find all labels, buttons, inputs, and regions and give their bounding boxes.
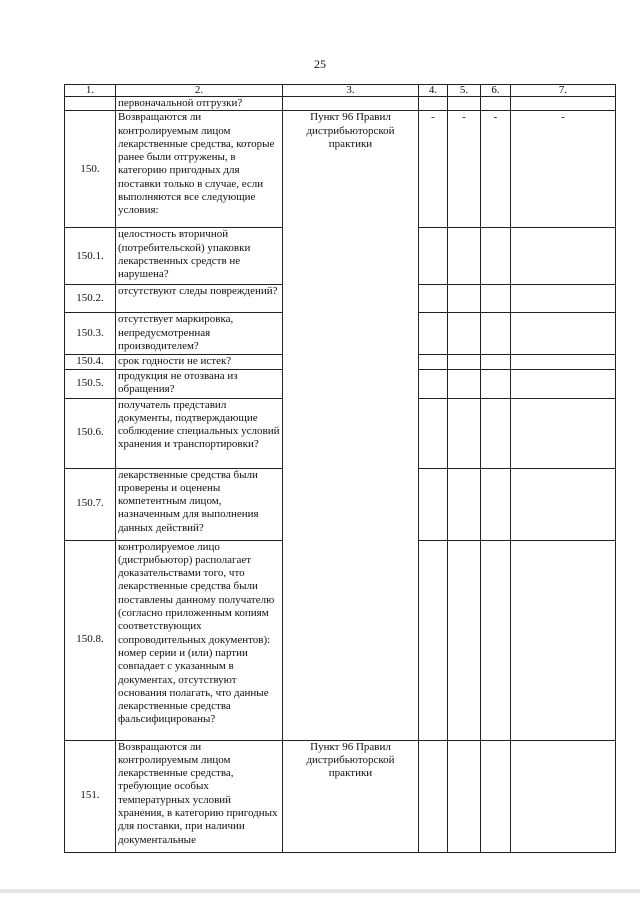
row-col4	[419, 355, 448, 369]
header-cell: 7.	[511, 85, 616, 97]
row-question: Возвращаются ли контролируемым лицом лекарственные средства, которые ранее были отгружены, в категорию пригодных для поставки только в случае, если выполняются все следующие условия:	[116, 111, 283, 228]
row-col4: -	[419, 111, 448, 228]
row-col7	[511, 540, 616, 740]
row-col7	[511, 398, 616, 468]
table-row	[65, 740, 616, 852]
row-question: первоначальной отгрузки?	[116, 97, 283, 111]
row-col6: -	[481, 111, 511, 228]
row-question: отсутствуют следы повреждений?	[116, 285, 283, 313]
row-question: получатель представил документы, подтверждающие соблюдение специальных условий хранения и транспортировки?	[116, 398, 283, 468]
row-question: целостность вторичной (потребительской) упаковки лекарственных средств не нарушена?	[116, 228, 283, 285]
row-reference	[283, 97, 419, 111]
row-number: 150.5.	[65, 369, 116, 398]
row-col7: -	[511, 111, 616, 228]
row-reference: Пункт 96 Правил дистрибьюторской практики	[283, 740, 419, 852]
row-number: 150.4.	[65, 355, 116, 369]
row-number: 150.8.	[65, 540, 116, 740]
row-col5	[448, 369, 481, 398]
row-number: 150.3.	[65, 313, 116, 355]
row-col7	[511, 313, 616, 355]
row-question: отсутствует маркировка, непредусмотренная производителем?	[116, 313, 283, 355]
row-col4	[419, 468, 448, 540]
header-row	[65, 85, 616, 97]
row-reference: Пункт 96 Правил дистрибьюторской практики	[283, 111, 419, 740]
row-col5	[448, 540, 481, 740]
header-cell: 5.	[448, 85, 481, 97]
table-row	[65, 97, 616, 111]
row-question: лекарственные средства были проверены и оценены компетентным лицом, назначенным для выполнения данных действий?	[116, 468, 283, 540]
row-col5	[448, 740, 481, 852]
row-col4	[419, 313, 448, 355]
row-number: 150.2.	[65, 285, 116, 313]
header-cell: 3.	[283, 85, 419, 97]
page-number: 25	[314, 57, 326, 71]
row-col5	[448, 313, 481, 355]
row-col6	[481, 468, 511, 540]
row-col6	[481, 228, 511, 285]
row-question: Возвращаются ли контролируемым лицом лекарственные средства, требующие особых температурных условий хранения, в категорию пригодных для поставки, при наличии документальные	[116, 740, 283, 852]
row-col4	[419, 285, 448, 313]
row-col5	[448, 468, 481, 540]
header-cell: 1.	[65, 85, 116, 97]
header-cell: 2.	[116, 85, 283, 97]
row-number: 150.1.	[65, 228, 116, 285]
row-col6	[481, 398, 511, 468]
row-number: 150.	[65, 111, 116, 228]
header-cell: 4.	[419, 85, 448, 97]
row-col4	[419, 97, 448, 111]
row-col5	[448, 285, 481, 313]
row-number	[65, 97, 116, 111]
row-col6	[481, 285, 511, 313]
header-cell: 6.	[481, 85, 511, 97]
row-col4	[419, 398, 448, 468]
row-col7	[511, 468, 616, 540]
row-col4	[419, 740, 448, 852]
row-number: 151.	[65, 740, 116, 852]
row-col7	[511, 97, 616, 111]
checklist-table	[64, 84, 616, 853]
row-col5	[448, 355, 481, 369]
row-col4	[419, 369, 448, 398]
scan-edge	[0, 889, 640, 893]
row-col7	[511, 228, 616, 285]
row-col7	[511, 369, 616, 398]
row-col4	[419, 228, 448, 285]
row-number: 150.6.	[65, 398, 116, 468]
row-number: 150.7.	[65, 468, 116, 540]
row-col7	[511, 285, 616, 313]
row-col7	[511, 740, 616, 852]
row-col7	[511, 355, 616, 369]
row-col6	[481, 97, 511, 111]
row-col6	[481, 369, 511, 398]
row-col4	[419, 540, 448, 740]
row-question: продукция не отозвана из обращения?	[116, 369, 283, 398]
row-col6	[481, 313, 511, 355]
row-question: срок годности не истек?	[116, 355, 283, 369]
row-col5	[448, 228, 481, 285]
row-col6	[481, 740, 511, 852]
row-question: контролируемое лицо (дистрибьютор) располагает доказательствами того, что лекарственные средства были поставлены данному получателю (согласно приложенным копиям соответствующих сопроводительных документов): номер серии и (или) партии совпадает с указанным в документах, отсутствуют основания полагать, что данные лекарственные средства фальсифицированы?	[116, 540, 283, 740]
row-col6	[481, 355, 511, 369]
row-col5	[448, 398, 481, 468]
row-col5: -	[448, 111, 481, 228]
row-col6	[481, 540, 511, 740]
table-row	[65, 111, 616, 228]
row-col5	[448, 97, 481, 111]
